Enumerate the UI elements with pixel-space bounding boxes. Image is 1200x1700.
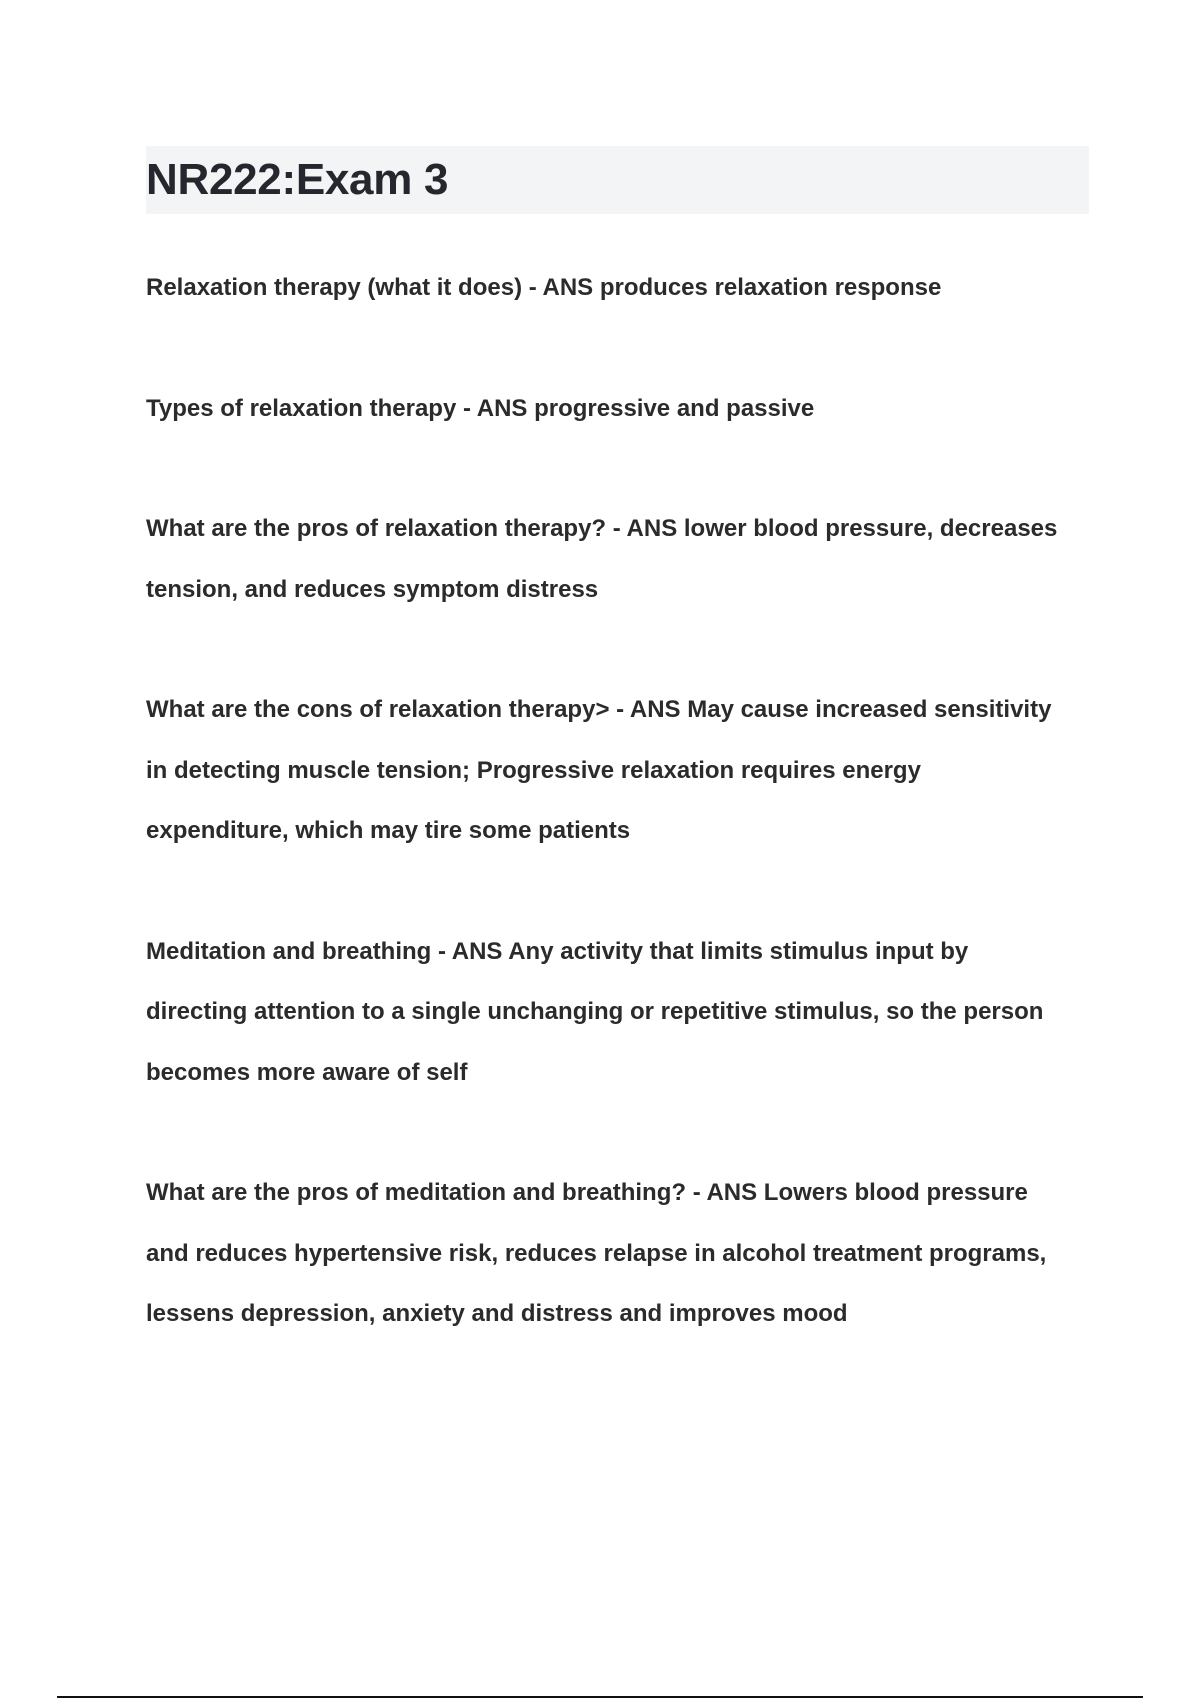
qa-list: [146, 258, 1066, 1345]
footer-divider: [57, 1696, 1143, 1698]
separator: -: [606, 515, 627, 542]
qa-item: [146, 499, 1066, 620]
answer-text: ANS May cause increased sensitivity in detecting muscle tension; Progressive relaxation requires energy expenditure, which may tire some patients: [146, 696, 1052, 844]
separator: -: [609, 696, 630, 723]
answer-text: ANS Lowers blood pressure and reduces hypertensive risk, reduces relapse in alcohol treatment programs, lessens depression, anxiety and distress and improves mood: [146, 1179, 1047, 1327]
question-text: What are the cons of relaxation therapy>: [146, 696, 610, 723]
page-title: NR222:Exam 3: [146, 155, 449, 204]
separator: -: [431, 937, 452, 965]
separator: -: [456, 394, 477, 422]
question-text: Relaxation therapy (what it does): [146, 274, 523, 301]
qa-item: [146, 680, 1066, 862]
question-text: Types of relaxation therapy: [146, 394, 457, 422]
qa-item: [146, 379, 1066, 440]
question-text: What are the pros of meditation and breathing?: [146, 1179, 687, 1206]
qa-item: [146, 1163, 1066, 1345]
question-text: Meditation and breathing: [146, 937, 432, 965]
answer-text: ANS progressive and passive: [476, 394, 815, 422]
answer-text: ANS Any activity that limits stimulus input by directing attention to a single unchanging or repetitive stimulus, so the person becomes more aware of self: [146, 937, 1044, 1086]
answer-text: ANS produces relaxation response: [542, 274, 942, 301]
answer-text: ANS lower blood pressure, decreases tension, and reduces symptom distress: [146, 515, 1058, 603]
qa-item: [146, 922, 1066, 1104]
separator: -: [686, 1179, 707, 1206]
question-text: What are the pros of relaxation therapy?: [146, 515, 607, 542]
title-banner: [146, 146, 1089, 214]
qa-item: [146, 258, 1066, 319]
separator: -: [522, 274, 543, 301]
